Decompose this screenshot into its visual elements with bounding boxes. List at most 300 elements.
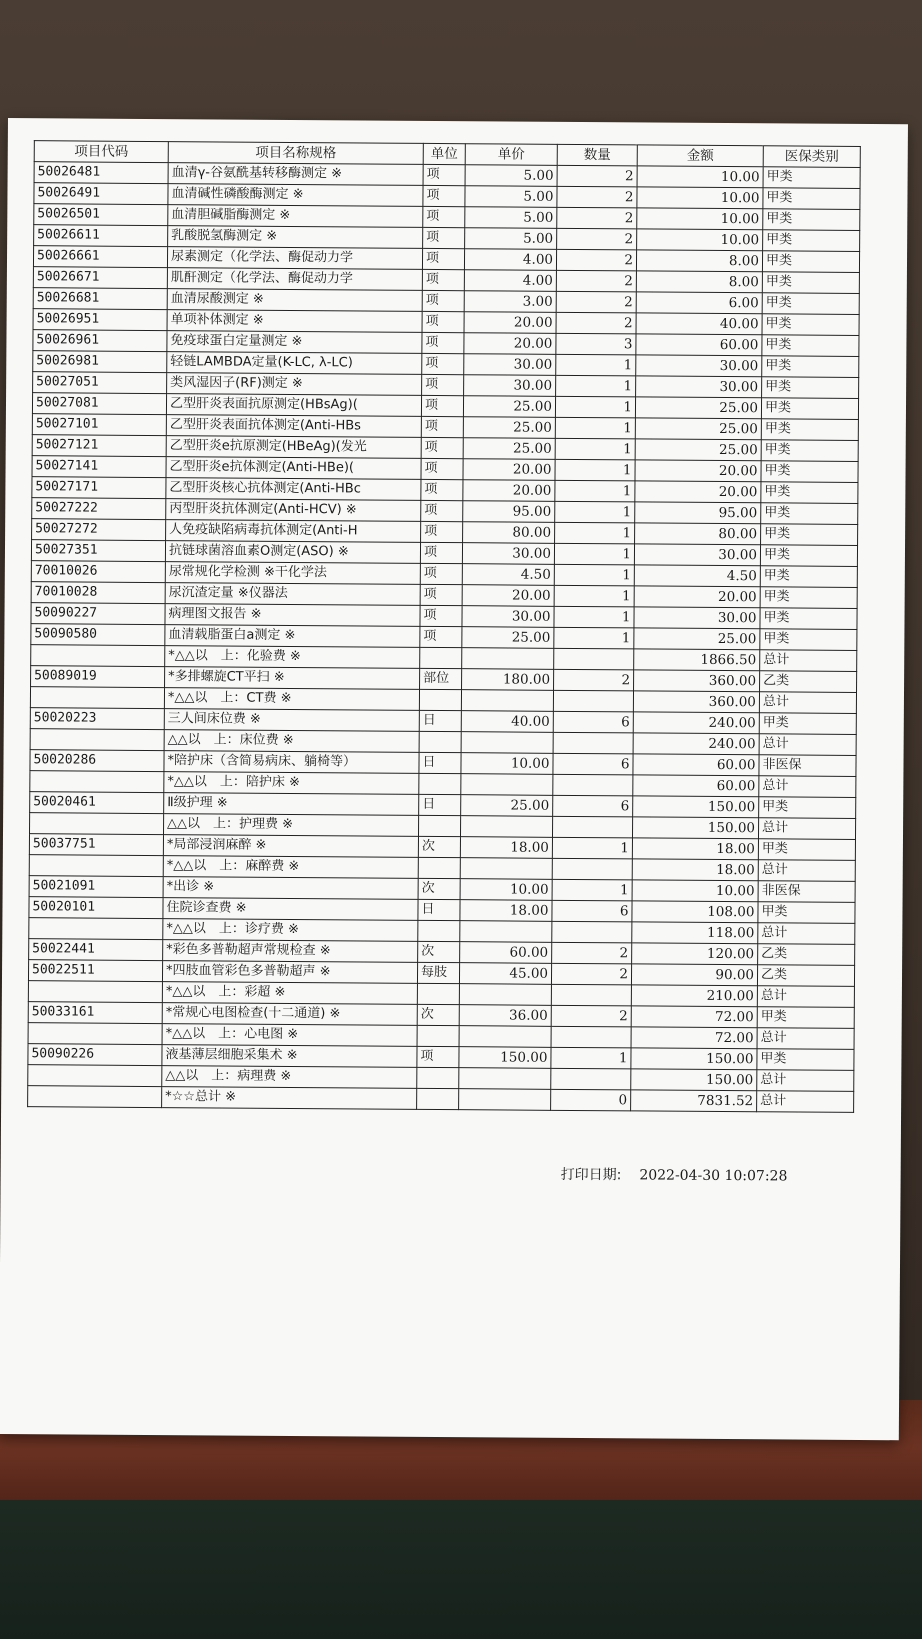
item-unit bbox=[419, 731, 461, 752]
item-price: 20.00 bbox=[463, 480, 555, 502]
item-price: 180.00 bbox=[462, 669, 554, 691]
item-amount: 10.00 bbox=[632, 880, 758, 902]
header-code: 项目代码 bbox=[34, 141, 168, 163]
item-qty: 6 bbox=[553, 711, 633, 733]
item-name: *☆☆总计 ※ bbox=[162, 1087, 417, 1110]
item-name: 三人间床位费 ※ bbox=[164, 709, 419, 732]
item-unit bbox=[417, 1025, 459, 1046]
item-qty bbox=[552, 858, 632, 880]
item-unit: 部位 bbox=[420, 668, 462, 689]
item-name: 血清载脂蛋白a测定 ※ bbox=[165, 625, 420, 648]
item-qty: 1 bbox=[554, 564, 634, 586]
item-qty bbox=[551, 984, 631, 1006]
item-unit bbox=[418, 920, 460, 941]
item-insurance: 甲类 bbox=[761, 503, 858, 525]
item-code: 50027272 bbox=[32, 519, 166, 541]
item-name: 丙型肝炎抗体测定(Anti-HCV) ※ bbox=[166, 499, 421, 522]
item-qty bbox=[553, 690, 633, 712]
item-name: 血清碱性磷酸酶测定 ※ bbox=[168, 184, 423, 207]
item-unit: 项 bbox=[421, 395, 463, 416]
item-qty bbox=[551, 1026, 631, 1048]
item-unit: 项 bbox=[422, 332, 464, 353]
item-name: 轻链LAMBDA定量(K-LC, λ-LC) bbox=[167, 352, 422, 375]
item-insurance: 甲类 bbox=[762, 314, 859, 336]
item-name: 人免疫缺陷病毒抗体测定(Anti-H bbox=[166, 520, 421, 543]
item-amount: 6.00 bbox=[636, 292, 762, 314]
item-price: 30.00 bbox=[464, 375, 556, 397]
item-name: 免疫球蛋白定量测定 ※ bbox=[167, 331, 422, 354]
item-code: 50026611 bbox=[34, 225, 168, 247]
item-qty: 2 bbox=[554, 669, 634, 691]
item-insurance: 甲类 bbox=[761, 398, 858, 420]
item-qty bbox=[552, 816, 632, 838]
item-name: 尿沉渣定量 ※仪器法 bbox=[165, 583, 420, 606]
item-amount: 25.00 bbox=[635, 397, 761, 419]
item-qty: 1 bbox=[556, 354, 636, 376]
item-code: 50020461 bbox=[30, 792, 164, 814]
item-code: 70010026 bbox=[31, 561, 165, 583]
item-qty: 0 bbox=[551, 1089, 631, 1111]
item-unit bbox=[419, 689, 461, 710]
item-code: 50026481 bbox=[34, 162, 168, 184]
item-insurance: 甲类 bbox=[762, 377, 859, 399]
item-qty: 2 bbox=[557, 165, 637, 187]
item-code: 50020223 bbox=[30, 708, 164, 730]
item-price: 4.00 bbox=[464, 249, 556, 271]
item-insurance: 总计 bbox=[758, 860, 855, 882]
item-amount: 360.00 bbox=[633, 691, 759, 713]
item-amount: 30.00 bbox=[634, 607, 760, 629]
item-price: 20.00 bbox=[464, 312, 556, 334]
item-unit: 项 bbox=[423, 185, 465, 206]
item-code bbox=[29, 918, 163, 940]
item-qty bbox=[554, 648, 634, 670]
item-amount: 360.00 bbox=[634, 670, 760, 692]
item-name: 乙型肝炎表面抗体测定(Anti-HBs bbox=[166, 415, 421, 438]
item-name: 血清胆碱脂酶测定 ※ bbox=[168, 205, 423, 228]
item-unit bbox=[420, 647, 462, 668]
item-insurance: 甲类 bbox=[762, 356, 859, 378]
item-name: *△△以 上：化验费 ※ bbox=[165, 646, 420, 669]
item-qty: 1 bbox=[555, 501, 635, 523]
item-unit: 项 bbox=[420, 584, 462, 605]
item-code: 50026491 bbox=[34, 183, 168, 205]
item-insurance: 甲类 bbox=[762, 293, 859, 315]
item-code: 50027141 bbox=[32, 456, 166, 478]
item-insurance: 甲类 bbox=[761, 440, 858, 462]
item-name: *△△以 上：陪护床 ※ bbox=[164, 772, 419, 795]
item-price: 25.00 bbox=[463, 396, 555, 418]
item-unit: 项 bbox=[423, 227, 465, 248]
bill-paper bbox=[0, 118, 908, 1440]
item-amount: 72.00 bbox=[631, 1027, 757, 1049]
item-qty: 1 bbox=[555, 480, 635, 502]
item-insurance: 总计 bbox=[757, 1028, 854, 1050]
item-price: 4.50 bbox=[462, 564, 554, 586]
item-unit: 日 bbox=[419, 710, 461, 731]
item-amount: 18.00 bbox=[632, 859, 758, 881]
item-unit: 项 bbox=[421, 416, 463, 437]
item-price: 150.00 bbox=[459, 1047, 551, 1069]
item-amount: 118.00 bbox=[632, 922, 758, 944]
item-amount: 8.00 bbox=[636, 250, 762, 272]
item-amount: 210.00 bbox=[631, 985, 757, 1007]
item-insurance: 总计 bbox=[757, 986, 854, 1008]
item-code: 50022511 bbox=[28, 960, 162, 982]
item-price: 5.00 bbox=[465, 186, 557, 208]
item-insurance: 总计 bbox=[757, 1070, 854, 1092]
item-name: 血清尿酸测定 ※ bbox=[167, 289, 422, 312]
item-qty: 1 bbox=[555, 522, 635, 544]
item-price: 45.00 bbox=[459, 963, 551, 985]
item-name: 类风湿因子(RF)测定 ※ bbox=[167, 373, 422, 396]
item-qty: 1 bbox=[555, 396, 635, 418]
item-code: 50020101 bbox=[29, 897, 163, 919]
item-unit: 项 bbox=[422, 374, 464, 395]
item-price: 25.00 bbox=[462, 627, 554, 649]
item-unit: 次 bbox=[418, 836, 460, 857]
item-name: 乙型肝炎e抗体测定(Anti-HBe)( bbox=[166, 457, 421, 480]
item-price: 4.00 bbox=[464, 270, 556, 292]
item-code: 50026951 bbox=[33, 309, 167, 331]
item-name: *△△以 上：彩超 ※ bbox=[162, 982, 417, 1005]
item-name: 病理图文报告 ※ bbox=[165, 604, 420, 627]
item-code: 50027171 bbox=[32, 477, 166, 499]
item-code bbox=[30, 813, 164, 835]
item-name: 乳酸脱氢酶测定 ※ bbox=[168, 226, 423, 249]
item-code: 50026661 bbox=[33, 246, 167, 268]
item-code: 50027351 bbox=[31, 540, 165, 562]
item-unit: 次 bbox=[418, 878, 460, 899]
item-qty bbox=[553, 774, 633, 796]
item-name: *彩色多普勒超声常规检查 ※ bbox=[163, 940, 418, 963]
item-price: 20.00 bbox=[464, 333, 556, 355]
item-qty: 2 bbox=[557, 186, 637, 208]
item-insurance: 甲类 bbox=[762, 335, 859, 357]
item-unit: 项 bbox=[420, 542, 462, 563]
item-name: 肌酐测定（化学法、酶促动力学 bbox=[167, 268, 422, 291]
item-amount: 10.00 bbox=[637, 208, 763, 230]
item-price: 25.00 bbox=[463, 438, 555, 460]
item-amount: 20.00 bbox=[634, 586, 760, 608]
item-name: *四肢血管彩色多普勒超声 ※ bbox=[162, 961, 417, 984]
table-body bbox=[28, 162, 861, 1113]
item-insurance: 甲类 bbox=[760, 608, 857, 630]
item-insurance: 非医保 bbox=[759, 755, 856, 777]
item-name: 乙型肝炎表面抗原测定(HBsAg)( bbox=[166, 394, 421, 417]
item-insurance: 甲类 bbox=[763, 209, 860, 231]
item-code bbox=[28, 981, 162, 1003]
item-name: 血清γ-谷氨酰基转移酶测定 ※ bbox=[168, 163, 423, 186]
item-name: 乙型肝炎e抗原测定(HBeAg)(发光 bbox=[166, 436, 421, 459]
item-amount: 150.00 bbox=[633, 796, 759, 818]
item-price bbox=[460, 816, 552, 838]
item-code: 70010028 bbox=[31, 582, 165, 604]
header-unit: 单位 bbox=[423, 143, 465, 164]
item-unit: 日 bbox=[419, 794, 461, 815]
item-unit bbox=[419, 773, 461, 794]
item-name: 液基薄层细胞采集术 ※ bbox=[162, 1045, 417, 1068]
item-insurance: 甲类 bbox=[761, 524, 858, 546]
header-price: 单价 bbox=[465, 144, 557, 166]
item-price: 95.00 bbox=[463, 501, 555, 523]
item-amount: 30.00 bbox=[636, 355, 762, 377]
item-amount: 30.00 bbox=[636, 376, 762, 398]
item-qty: 1 bbox=[556, 375, 636, 397]
item-insurance: 甲类 bbox=[762, 251, 859, 273]
item-amount: 72.00 bbox=[631, 1006, 757, 1028]
item-unit: 项 bbox=[420, 626, 462, 647]
item-qty: 1 bbox=[554, 585, 634, 607]
item-insurance: 甲类 bbox=[759, 797, 856, 819]
fee-detail-table bbox=[27, 140, 861, 1113]
item-unit: 项 bbox=[422, 290, 464, 311]
item-unit bbox=[418, 815, 460, 836]
item-code bbox=[30, 687, 164, 709]
item-insurance: 甲类 bbox=[763, 188, 860, 210]
item-qty: 1 bbox=[555, 459, 635, 481]
item-amount: 4.50 bbox=[634, 565, 760, 587]
item-unit: 项 bbox=[421, 521, 463, 542]
item-unit bbox=[417, 983, 459, 1004]
item-name: *△△以 上：麻醉费 ※ bbox=[163, 856, 418, 879]
item-qty: 2 bbox=[556, 291, 636, 313]
item-price bbox=[462, 648, 554, 670]
item-qty: 2 bbox=[556, 270, 636, 292]
item-name: *△△以 上：CT费 ※ bbox=[164, 688, 419, 711]
item-unit bbox=[417, 1067, 459, 1088]
item-insurance: 甲类 bbox=[758, 839, 855, 861]
item-insurance: 甲类 bbox=[761, 482, 858, 504]
item-name: *陪护床（含简易病床、躺椅等） bbox=[164, 751, 419, 774]
item-code: 50027121 bbox=[32, 435, 166, 457]
item-qty: 1 bbox=[554, 606, 634, 628]
item-unit: 项 bbox=[421, 479, 463, 500]
item-code: 50026981 bbox=[33, 351, 167, 373]
item-amount: 8.00 bbox=[636, 271, 762, 293]
item-name: △△以 上：护理费 ※ bbox=[164, 814, 419, 837]
item-unit: 项 bbox=[422, 353, 464, 374]
item-code: 50027051 bbox=[33, 372, 167, 394]
item-code: 50022441 bbox=[29, 939, 163, 961]
item-qty: 2 bbox=[551, 1005, 631, 1027]
item-unit: 次 bbox=[417, 1004, 459, 1025]
item-qty: 1 bbox=[552, 879, 632, 901]
item-insurance: 总计 bbox=[759, 734, 856, 756]
item-code: 50027101 bbox=[32, 414, 166, 436]
item-insurance: 总计 bbox=[757, 1091, 854, 1113]
item-qty: 1 bbox=[552, 837, 632, 859]
item-price: 10.00 bbox=[461, 753, 553, 775]
item-name: 尿常规化学检测 ※干化学法 bbox=[165, 562, 420, 585]
item-amount: 90.00 bbox=[631, 964, 757, 986]
item-code bbox=[29, 855, 163, 877]
item-price bbox=[460, 921, 552, 943]
item-amount: 60.00 bbox=[636, 334, 762, 356]
item-amount: 240.00 bbox=[633, 712, 759, 734]
item-price: 10.00 bbox=[460, 879, 552, 901]
header-qty: 数量 bbox=[557, 144, 637, 166]
item-price: 5.00 bbox=[465, 207, 557, 229]
item-unit bbox=[417, 1088, 459, 1109]
item-amount: 10.00 bbox=[637, 187, 763, 209]
item-amount: 10.00 bbox=[637, 166, 763, 188]
item-price bbox=[461, 774, 553, 796]
item-unit: 项 bbox=[423, 164, 465, 185]
item-code: 50027222 bbox=[32, 498, 166, 520]
item-qty: 6 bbox=[553, 795, 633, 817]
item-amount: 40.00 bbox=[636, 313, 762, 335]
item-unit: 每肢 bbox=[417, 962, 459, 983]
print-date bbox=[561, 1164, 788, 1186]
item-price: 36.00 bbox=[459, 1005, 551, 1027]
item-insurance: 甲类 bbox=[761, 419, 858, 441]
item-amount: 150.00 bbox=[631, 1069, 757, 1091]
item-code: 50026501 bbox=[34, 204, 168, 226]
item-insurance: 甲类 bbox=[761, 461, 858, 483]
item-insurance: 甲类 bbox=[760, 545, 857, 567]
item-code: 50089019 bbox=[31, 666, 165, 688]
item-price: 18.00 bbox=[460, 900, 552, 922]
item-name: *△△以 上：心电图 ※ bbox=[162, 1024, 417, 1047]
item-amount: 150.00 bbox=[632, 817, 758, 839]
item-name: 单项补体测定 ※ bbox=[167, 310, 422, 333]
item-price: 20.00 bbox=[462, 585, 554, 607]
item-code: 50037751 bbox=[29, 834, 163, 856]
item-qty: 1 bbox=[554, 627, 634, 649]
item-code: 50033161 bbox=[28, 1002, 162, 1024]
item-price: 5.00 bbox=[465, 228, 557, 250]
item-price: 80.00 bbox=[463, 522, 555, 544]
item-amount: 25.00 bbox=[635, 418, 761, 440]
item-price bbox=[459, 1026, 551, 1048]
item-insurance: 甲类 bbox=[757, 1007, 854, 1029]
item-price: 60.00 bbox=[460, 942, 552, 964]
item-amount: 18.00 bbox=[632, 838, 758, 860]
item-unit: 项 bbox=[421, 437, 463, 458]
item-price bbox=[461, 690, 553, 712]
item-qty: 2 bbox=[556, 312, 636, 334]
print-date-value: 2022-04-30 10:07:28 bbox=[639, 1167, 788, 1185]
item-code: 50090227 bbox=[31, 603, 165, 625]
item-amount: 108.00 bbox=[632, 901, 758, 923]
header-insurance: 医保类别 bbox=[763, 146, 860, 168]
item-price: 30.00 bbox=[462, 543, 554, 565]
item-qty: 6 bbox=[553, 753, 633, 775]
item-insurance: 甲类 bbox=[762, 272, 859, 294]
item-price: 30.00 bbox=[462, 606, 554, 628]
item-insurance: 乙类 bbox=[758, 944, 855, 966]
item-name: △△以 上：床位费 ※ bbox=[164, 730, 419, 753]
item-insurance: 甲类 bbox=[760, 629, 857, 651]
header-amount: 金额 bbox=[637, 145, 763, 167]
item-price: 40.00 bbox=[461, 711, 553, 733]
item-qty: 2 bbox=[556, 249, 636, 271]
item-price bbox=[459, 1068, 551, 1090]
item-insurance: 甲类 bbox=[763, 167, 860, 189]
item-qty: 1 bbox=[555, 438, 635, 460]
item-qty: 2 bbox=[551, 963, 631, 985]
item-insurance: 总计 bbox=[759, 776, 856, 798]
item-name: *多排螺旋CT平扫 ※ bbox=[165, 667, 420, 690]
item-amount: 1866.50 bbox=[634, 649, 760, 671]
item-amount: 10.00 bbox=[637, 229, 763, 251]
item-name: 抗链球菌溶血素O测定(ASO) ※ bbox=[165, 541, 420, 564]
item-qty: 2 bbox=[557, 207, 637, 229]
item-code: 50090226 bbox=[28, 1044, 162, 1066]
item-name: *常规心电图检查(十二通道) ※ bbox=[162, 1003, 417, 1026]
item-unit: 项 bbox=[420, 563, 462, 584]
item-code bbox=[30, 729, 164, 751]
item-price: 5.00 bbox=[465, 165, 557, 187]
item-insurance: 甲类 bbox=[759, 713, 856, 735]
item-code bbox=[30, 771, 164, 793]
item-amount: 60.00 bbox=[633, 775, 759, 797]
item-price: 25.00 bbox=[463, 417, 555, 439]
item-unit: 项 bbox=[422, 269, 464, 290]
item-price: 30.00 bbox=[464, 354, 556, 376]
item-price: 20.00 bbox=[463, 459, 555, 481]
item-unit: 次 bbox=[418, 941, 460, 962]
item-price: 3.00 bbox=[464, 291, 556, 313]
item-amount: 60.00 bbox=[633, 754, 759, 776]
item-qty: 2 bbox=[552, 942, 632, 964]
item-code: 50021091 bbox=[29, 876, 163, 898]
item-amount: 20.00 bbox=[635, 481, 761, 503]
item-insurance: 总计 bbox=[759, 692, 856, 714]
item-unit: 项 bbox=[423, 206, 465, 227]
item-name: △△以 上：病理费 ※ bbox=[162, 1066, 417, 1089]
item-qty bbox=[552, 921, 632, 943]
item-qty: 1 bbox=[551, 1047, 631, 1069]
floor-background bbox=[0, 1500, 922, 1639]
item-code: 50026671 bbox=[33, 267, 167, 289]
item-qty: 2 bbox=[557, 228, 637, 250]
item-unit: 项 bbox=[421, 500, 463, 521]
item-name: Ⅱ级护理 ※ bbox=[164, 793, 419, 816]
item-unit bbox=[418, 857, 460, 878]
item-name: 住院诊查费 ※ bbox=[163, 898, 418, 921]
header-name: 项目名称规格 bbox=[168, 142, 423, 165]
item-insurance: 乙类 bbox=[757, 965, 854, 987]
item-price bbox=[459, 984, 551, 1006]
item-code: 50026681 bbox=[33, 288, 167, 310]
item-code bbox=[31, 645, 165, 667]
item-qty: 1 bbox=[554, 543, 634, 565]
item-name: *局部浸润麻醉 ※ bbox=[163, 835, 418, 858]
item-code bbox=[28, 1086, 162, 1108]
item-unit: 项 bbox=[417, 1046, 459, 1067]
item-name: *出诊 ※ bbox=[163, 877, 418, 900]
item-insurance: 乙类 bbox=[760, 671, 857, 693]
item-price bbox=[459, 1089, 551, 1111]
item-insurance: 甲类 bbox=[757, 1049, 854, 1071]
item-amount: 30.00 bbox=[634, 544, 760, 566]
item-qty: 6 bbox=[552, 900, 632, 922]
item-amount: 120.00 bbox=[632, 943, 758, 965]
item-unit: 项 bbox=[421, 458, 463, 479]
item-amount: 80.00 bbox=[635, 523, 761, 545]
item-code: 50020286 bbox=[30, 750, 164, 772]
item-amount: 7831.52 bbox=[631, 1090, 757, 1112]
item-qty bbox=[551, 1068, 631, 1090]
item-insurance: 甲类 bbox=[760, 587, 857, 609]
item-qty: 3 bbox=[556, 333, 636, 355]
item-code: 50027081 bbox=[32, 393, 166, 415]
item-code: 50026961 bbox=[33, 330, 167, 352]
item-unit: 项 bbox=[420, 605, 462, 626]
item-qty: 1 bbox=[555, 417, 635, 439]
